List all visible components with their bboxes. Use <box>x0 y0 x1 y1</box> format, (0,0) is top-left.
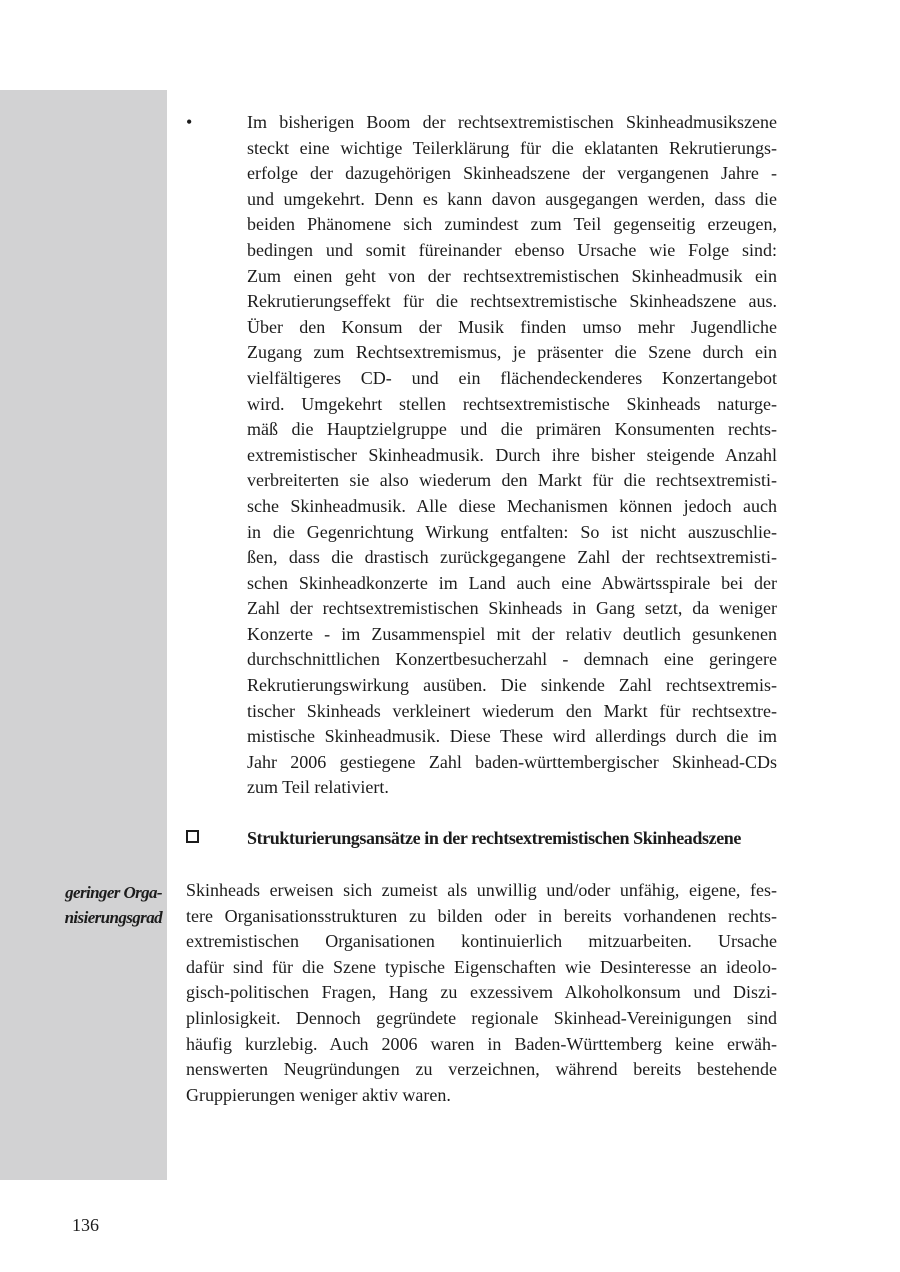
bullet-paragraph <box>247 110 777 801</box>
text-line: erfolge der dazugehörigen Skinheadszene der vergangenen Jahre - <box>247 163 777 184</box>
margin-sidebar <box>0 90 167 1180</box>
text-line: Konzerte - im Zusammenspiel mit der relativ deutlich gesunkenen <box>247 623 777 644</box>
text-line: Jahr 2006 gestiegene Zahl baden-württembergischer Skinhead-CDs <box>247 751 777 772</box>
text-line: sche Skinheadmusik. Alle diese Mechanismen können jedoch auch <box>247 495 777 516</box>
text-line: plinlosigkeit. Dennoch gegründete regionale Skinhead-Vereinigungen sind <box>186 1007 777 1028</box>
text-line: mistische Skinheadmusik. Diese These wird allerdings durch die im <box>247 726 777 747</box>
text-line: extremistischen Organisationen kontinuierlich mitzuarbeiten. Ursache <box>186 931 777 952</box>
text-line: extremistischer Skinheadmusik. Durch ihre bisher steigende Anzahl <box>247 444 777 465</box>
text-line: Rekrutierungseffekt für die rechtsextremistische Skinheadszene aus. <box>247 291 777 312</box>
text-line: Im bisherigen Boom der rechtsextremistischen Skinheadmusikszene <box>247 112 777 132</box>
bullet-icon: • <box>186 112 193 132</box>
text-line: steckt eine wichtige Teilerklärung für die eklatanten Rekrutierungs- <box>247 137 777 158</box>
text-line: tere Organisationsstrukturen zu bilden oder in bereits vorhandenen rechts- <box>186 905 777 926</box>
text-line: nenswerten Neugründungen zu verzeichnen, während bereits bestehende <box>186 1059 777 1080</box>
text-line: bedingen und somit füreinander ebenso Ursache wie Folge sind: <box>247 239 777 260</box>
text-line: ßen, dass die drastisch zurückgegangene Zahl der rechtsextremisti- <box>247 547 777 568</box>
text-line: vielfältigeres CD- und ein flächendeckenderes Konzertangebot <box>247 367 777 388</box>
section-heading: Strukturierungsansätze in der rechtsextremistischen Skinheadszene <box>247 828 741 848</box>
section-paragraph <box>186 878 777 1108</box>
text-line: häufig kurzlebig. Auch 2006 waren in Baden-Württemberg keine erwäh- <box>186 1033 777 1054</box>
text-line: beiden Phänomene sich zumindest zum Teil gegenseitig erzeugen, <box>247 214 777 235</box>
text-line: verbreiterten sie also wiederum den Markt für die rechtsextremisti- <box>247 470 777 491</box>
text-line: Zahl der rechtsextremistischen Skinheads in Gang setzt, da weniger <box>247 598 777 619</box>
text-line: und umgekehrt. Denn es kann davon ausgegangen werden, dass die <box>247 188 777 209</box>
text-line: Über den Konsum der Musik finden umso mehr Jugendliche <box>247 316 777 337</box>
text-line: Zugang zum Rechtsextremismus, je präsenter die Szene durch ein <box>247 342 777 363</box>
text-line: mäß die Hauptzielgruppe und die primären Konsumenten rechts- <box>247 419 777 440</box>
text-line: gisch-politischen Fragen, Hang zu exzessivem Alkoholkonsum und Diszi- <box>186 982 777 1003</box>
text-line: in die Gegenrichtung Wirkung entfalten: So ist nicht auszuschlie- <box>247 521 777 542</box>
text-line: schen Skinheadkonzerte im Land auch eine Abwärtsspirale bei der <box>247 572 777 593</box>
margin-note <box>14 880 162 930</box>
text-line: durchschnittlichen Konzertbesucherzahl - demnach eine geringere <box>247 649 777 670</box>
page-number: 136 <box>72 1215 99 1235</box>
text-line: zum Teil relativiert. <box>247 777 389 798</box>
margin-note-line: nisierungsgrad <box>64 908 162 927</box>
text-line: dafür sind für die Szene typische Eigenschaften wie Desinteresse an ideolo- <box>186 956 777 977</box>
text-line: tischer Skinheads verkleinert wiederum den Markt für rechtsextre- <box>247 700 777 721</box>
text-line: Skinheads erweisen sich zumeist als unwillig und/oder unfähig, eigene, fes- <box>186 880 777 900</box>
text-line: Rekrutierungswirkung ausüben. Die sinkende Zahl rechtsextremis- <box>247 675 777 696</box>
text-line: Zum einen geht von der rechtsextremistischen Skinheadmusik ein <box>247 265 777 286</box>
text-line: Gruppierungen weniger aktiv waren. <box>186 1084 451 1105</box>
margin-note-line: geringer Orga- <box>65 883 162 902</box>
checkbox-square-icon <box>186 830 199 843</box>
text-line: wird. Umgekehrt stellen rechtsextremistische Skinheads naturge- <box>247 393 777 414</box>
